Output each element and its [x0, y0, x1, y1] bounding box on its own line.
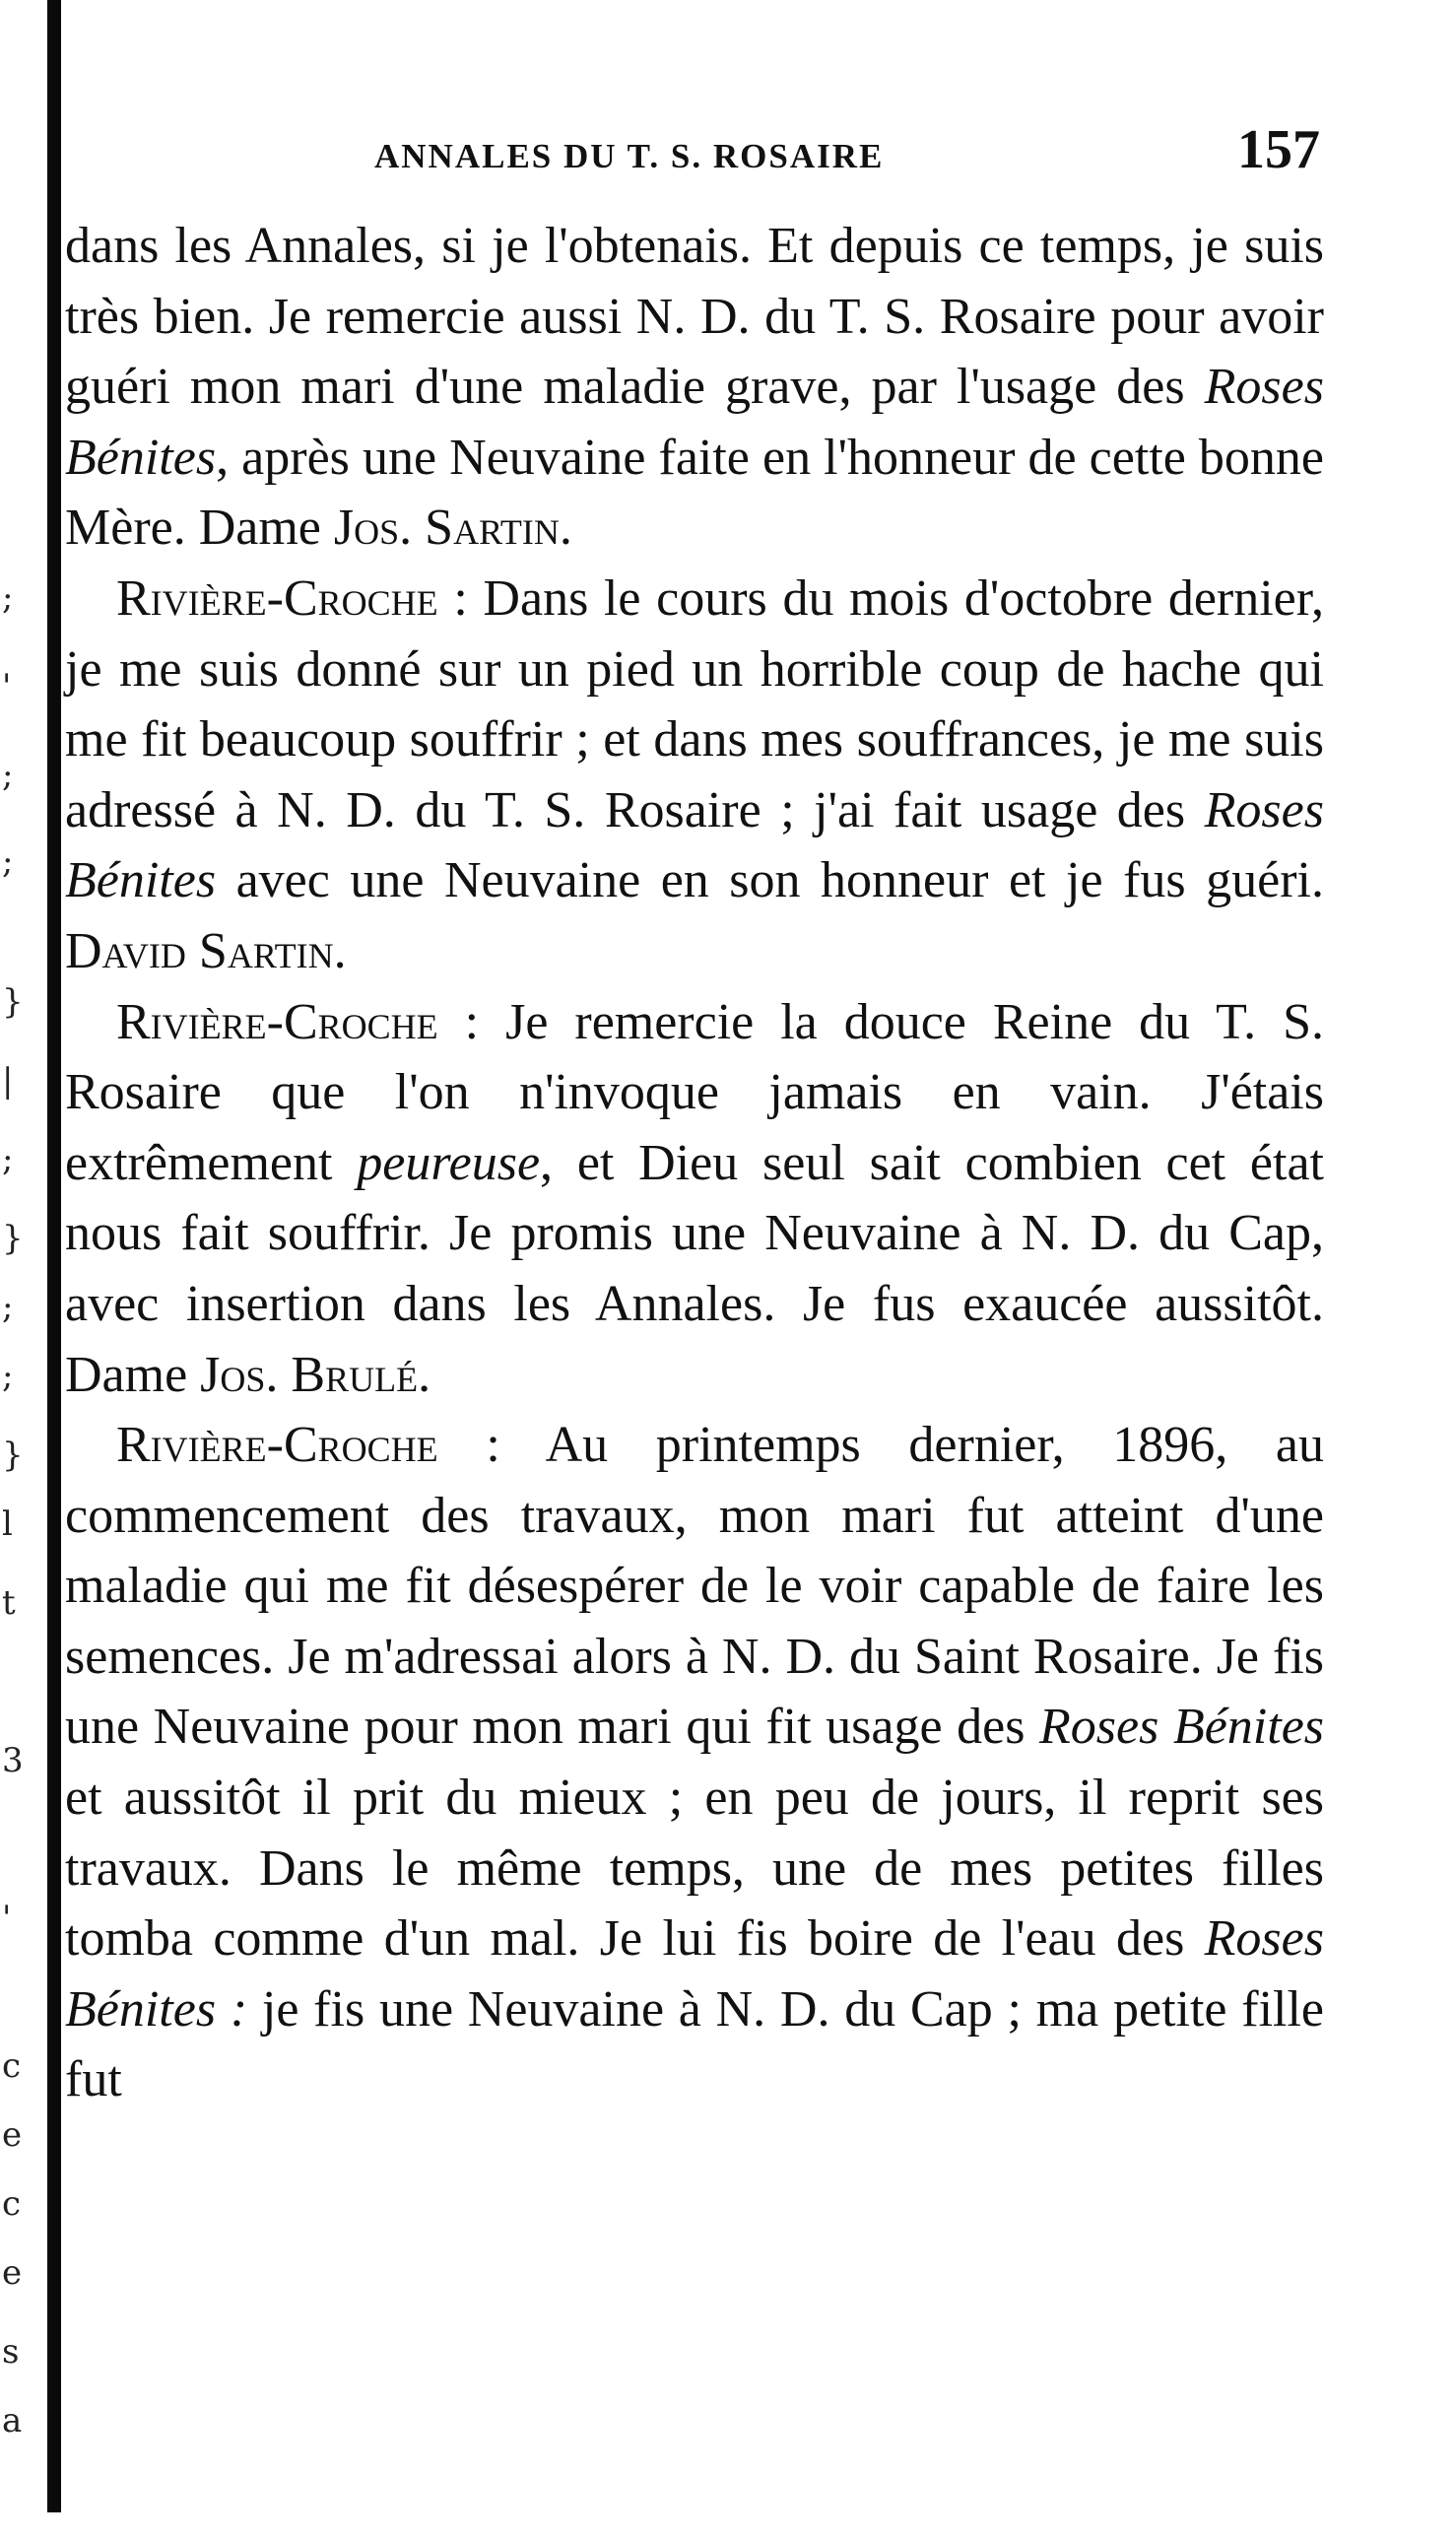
text-run: : Je remercie la douce Reine du T. S. Rosaire que l'on n'invoque jamais en vain. J'étais extrêmement [65, 993, 1324, 1191]
margin-mark: e [2, 2253, 23, 2293]
text-run: et aussitôt il prit du mieux ; en peu de jours, il reprit ses travaux. Dans le même temps, une de mes petites filles tomba comme d'un mal. Je lui fis boire de l'eau des [65, 1770, 1324, 1968]
paragraph-2 [65, 564, 1324, 987]
paragraph-1 [65, 211, 1324, 564]
margin-mark: t [2, 1583, 16, 1623]
margin-mark: l [2, 1504, 13, 1544]
margin-mark: a [2, 2401, 23, 2440]
running-title: ANNALES DU T. S. ROSAIRE [374, 137, 885, 175]
italic-term: peureuse [357, 1134, 541, 1191]
margin-mark: e [2, 2115, 23, 2155]
text-run: : Au printemps dernier, 1896, au commencement des travaux, mon mari fut atteint d'une maladie qui me fit désespérer de le voir capable de faire les semences. Je m'adressai alors à N. D. du Saint Rosaire. Je fis une Neuvaine pour mon mari qui fit usage des [65, 1417, 1324, 1756]
signature-prefix: Dame [65, 1346, 201, 1403]
margin-mark: ' [2, 1899, 12, 1938]
place-name: Rivière-Croche [116, 993, 438, 1050]
italic-term: Roses Bénites [65, 359, 1324, 486]
margin-mark: } [2, 1219, 24, 1258]
margin-mark: } [2, 1436, 24, 1475]
text-run: , et Dieu seul sait combien cet état nous fait souffrir. Je promis une Neuvaine à N. D. du Cap, avec insertion dans les Annales. Je fus exaucée aussitôt. [65, 1134, 1324, 1332]
margin-mark: 3 [2, 1741, 24, 1780]
page-header [374, 118, 1320, 187]
margin-mark: c [2, 2046, 22, 2086]
margin-mark: c [2, 2184, 22, 2224]
margin-mark: | [2, 1061, 14, 1101]
text-run: je fis une Neuvaine à N. D. du Cap ; ma petite fille fut [65, 1980, 1325, 2108]
paragraph-4 [65, 1410, 1324, 2115]
page-body [65, 211, 1324, 2115]
text-run: , après une Neuvaine faite en l'honneur de cette bonne Mère. [65, 429, 1324, 557]
text-run: : Dans le cours du mois d'octobre dernier, je me suis donné sur un pied un horrible coup de hache qui me fit beaucoup souffrir ; et dans mes souffrances, je me suis adressé à N. D. du T. S. Rosaire ; j'ai fait usage des [65, 569, 1324, 838]
signature: Jos. Sartin. [333, 500, 572, 557]
text-run: dans les Annales, si je l'obtenais. Et depuis ce temps, je suis très bien. Je remercie aussi N. D. du T. S. Rosaire pour avoir guéri mon mari d'une maladie grave, par l'usage des [65, 218, 1324, 416]
margin-mark: } [2, 982, 24, 1022]
margin-mark: ; [2, 1140, 14, 1179]
place-name: Rivière-Croche [116, 1417, 438, 1474]
margin-mark: ; [2, 1288, 14, 1327]
signature: Jos. Brulé. [200, 1346, 431, 1403]
margin-mark: ; [2, 842, 14, 882]
text-run: avec une Neuvaine en son honneur et je fus guéri. [216, 852, 1324, 909]
paragraph-3 [65, 987, 1324, 1411]
margin-mark: ; [2, 1357, 14, 1396]
binding-edge [47, 0, 61, 2512]
signature: David Sartin. [65, 922, 347, 979]
italic-term: Roses Bénites [1039, 1699, 1325, 1756]
place-name: Rivière-Croche [116, 569, 438, 627]
margin-mark: ' [2, 667, 12, 706]
signature-prefix: Dame [198, 500, 334, 557]
margin-mark: ; [2, 578, 14, 618]
margin-mark: ; [2, 756, 14, 795]
italic-term: Roses Bénites [65, 781, 1324, 909]
italic-term: Roses Bénites : [65, 1910, 1324, 2038]
page-number: 157 [1237, 119, 1320, 180]
margin-mark: s [2, 2332, 20, 2372]
